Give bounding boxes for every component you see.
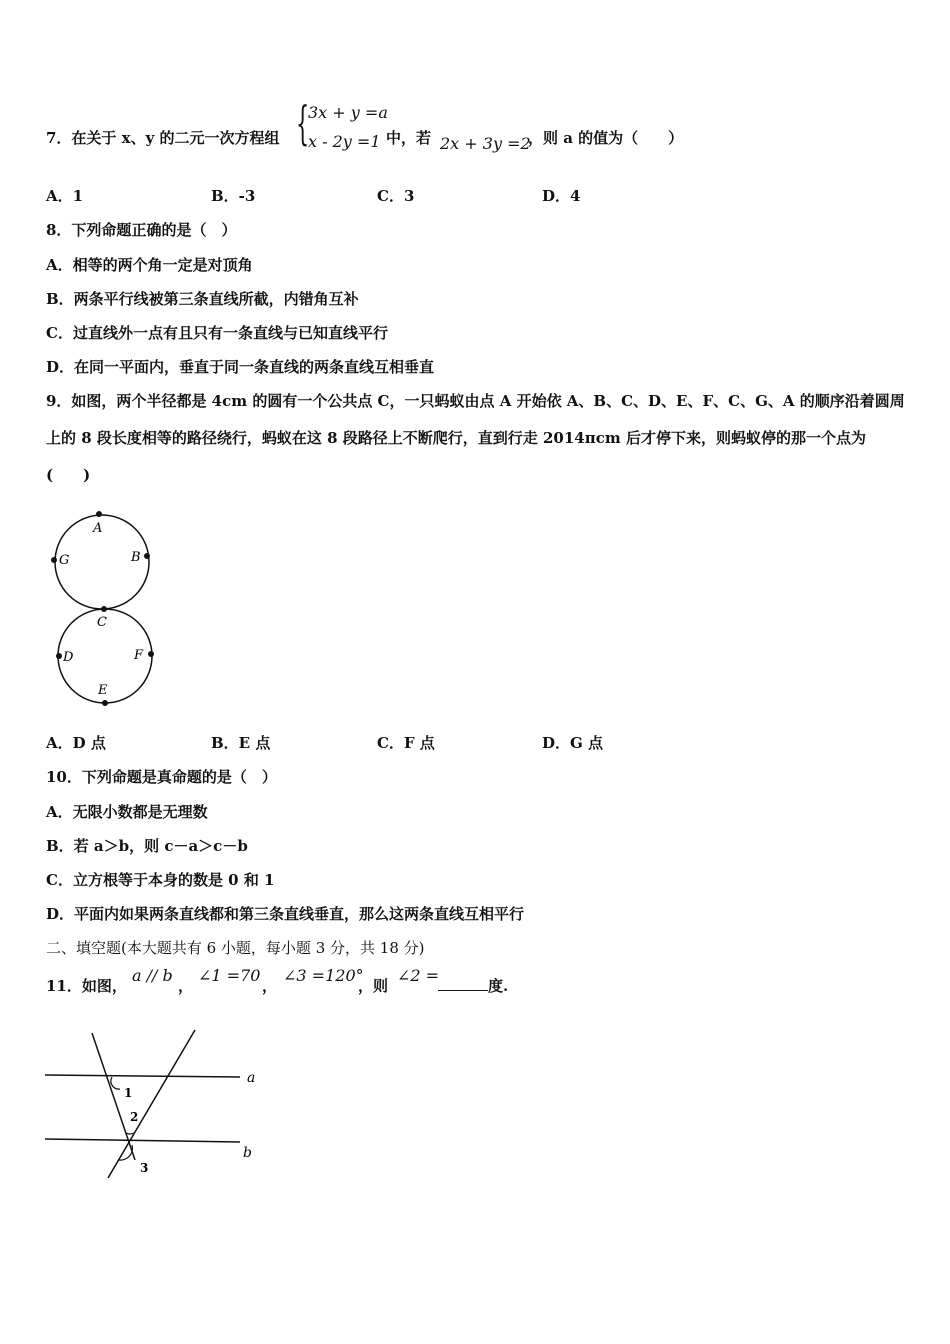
line-b (45, 1139, 240, 1142)
q11-angle1-condition: ∠1 =70 (198, 966, 261, 985)
q11-mid: ，则 (358, 977, 389, 995)
q10-stem: 10．下列命题是真命题的是（ ） (46, 768, 277, 786)
q7-condition: 2x + 3y =2 (440, 134, 531, 153)
label-angle-2: 2 (130, 1110, 139, 1124)
transversal-2 (108, 1030, 195, 1178)
q7-suffix: ，则 a 的值为（ ） (528, 129, 684, 147)
q11-angle2-ask: ∠2 = (397, 966, 440, 985)
q10-option-d[interactable]: D．平面内如果两条直线都和第三条直线垂直，那么这两条直线互相平行 (46, 905, 525, 923)
label-b: B (131, 550, 141, 565)
q11-parallel-condition: a // b (132, 966, 173, 985)
label-line-b: b (243, 1145, 252, 1161)
q7-equation-2: x - 2y =1 (308, 132, 381, 151)
q8-option-c[interactable]: C．过直线外一点有且只有一条直线与已知直线平行 (46, 324, 388, 342)
equation-brace: { (296, 96, 310, 150)
q10-option-c[interactable]: C．立方根等于本身的数是 0 和 1 (46, 871, 275, 889)
point-d-dot (56, 653, 62, 659)
q9-option-c[interactable]: C．F 点 (377, 734, 435, 752)
q10-option-a[interactable]: A．无限小数都是无理数 (46, 803, 208, 821)
q8-stem: 8．下列命题正确的是（ ） (46, 221, 237, 239)
section-heading: 二、填空题(本大题共有 6 小题，每小题 3 分，共 18 分) (46, 939, 425, 957)
point-a-dot (96, 511, 102, 517)
q11-angle3-condition: ∠3 =120° (283, 966, 364, 985)
point-c-dot (101, 606, 107, 612)
answer-blank[interactable] (438, 976, 488, 991)
q9-option-d[interactable]: D．G 点 (542, 734, 604, 752)
label-f: F (134, 648, 144, 663)
point-e-dot (102, 700, 108, 706)
line-a (45, 1075, 240, 1077)
q11-answer-blank-row (438, 976, 508, 996)
q8-option-b[interactable]: B．两条平行线被第三条直线所截，内错角互补 (46, 290, 359, 308)
label-e: E (98, 683, 108, 698)
point-b-dot (144, 553, 150, 559)
q7-option-a[interactable]: A．1 (46, 187, 84, 205)
q7-option-c[interactable]: C．3 (377, 187, 415, 205)
angle-1-arc (111, 1077, 120, 1089)
q11-suffix: 度. (488, 977, 509, 995)
point-g-dot (51, 557, 57, 563)
label-c: C (97, 615, 107, 630)
label-d: D (63, 650, 74, 665)
label-angle-3: 3 (140, 1161, 149, 1175)
two-circles-figure (40, 505, 170, 715)
q7-prefix: 7．在关于 x、y 的二元一次方程组 (46, 129, 280, 147)
q7-equation-1: 3x + y =a (308, 103, 388, 122)
q7-mid: 中，若 (386, 129, 432, 147)
q9-stem: 9．如图，两个半径都是 4cm 的圆有一个公共点 C，一只蚂蚁由点 A 开始依 A、B、C、D、E、F、C、G、A 的顺序沿着圆周上的 8 段长度相等的路径绕行，蚂蚁在这 8 段路径上不断爬行，直到行走 2014πcm 后才停下来，则蚂蚁停的那一个点为( ) (46, 392, 905, 484)
label-line-a: a (247, 1070, 256, 1086)
q8-option-a[interactable]: A．相等的两个角一定是对顶角 (46, 256, 253, 274)
q7-option-b[interactable]: B．-3 (211, 187, 256, 205)
q8-option-d[interactable]: D．在同一平面内，垂直于同一条直线的两条直线互相垂直 (46, 358, 435, 376)
q7-option-d[interactable]: D．4 (542, 187, 581, 205)
angle-2-arc (126, 1133, 134, 1134)
label-g: G (59, 553, 70, 568)
parallel-lines-figure (40, 1025, 270, 1185)
q11-sep-1: ， (178, 977, 194, 995)
q9-option-a[interactable]: A．D 点 (46, 734, 106, 752)
label-angle-1: 1 (124, 1086, 133, 1100)
q11-prefix: 11．如图， (46, 977, 127, 995)
point-f-dot (148, 651, 154, 657)
q9-option-b[interactable]: B．E 点 (211, 734, 271, 752)
label-a: A (93, 521, 103, 536)
q11-sep-2: ， (262, 977, 278, 995)
q10-option-b[interactable]: B．若 a＞b，则 c－a＞c－b (46, 837, 248, 855)
